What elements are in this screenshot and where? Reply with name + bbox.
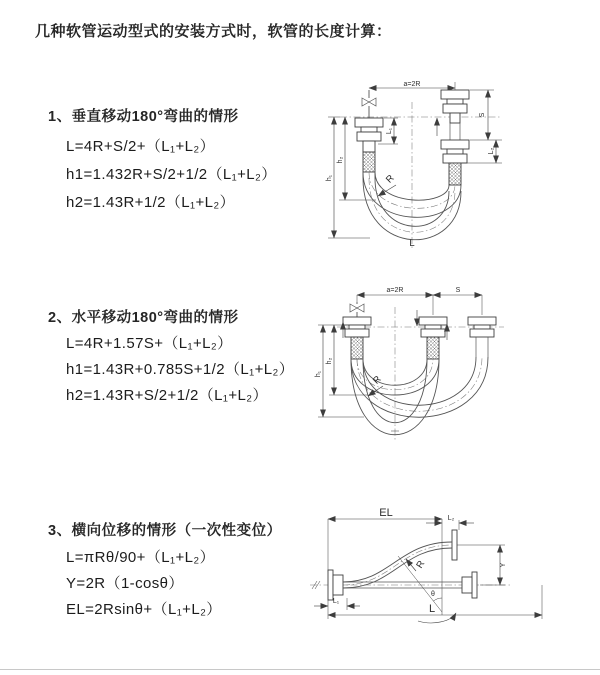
dim-label-h1: h₁ (315, 370, 322, 378)
dim-span-a2r (369, 81, 455, 90)
section-2-formula-h2: h2=1.43R+S/2+1/2（L₁+L₂） (66, 387, 268, 404)
diagram-lateral-displacement-svg (302, 502, 578, 658)
pipe-fitting-right-upper (441, 90, 469, 123)
section-3-heading: 3、横向位移的情形（一次性变位） (48, 523, 282, 539)
pipe-fitting-right-lower (441, 140, 469, 163)
braid-section-right (449, 163, 461, 185)
section-2-formula-h1: h1=1.43R+0.785S+1/2（L₁+L₂） (66, 361, 295, 378)
dim-label-r: R (383, 172, 397, 186)
pipe-right-stem (450, 123, 460, 140)
dim-label-total-length: L (428, 603, 436, 615)
hose-u-bends (351, 357, 488, 435)
braid-section-left (363, 152, 375, 172)
dim-label-span: a=2R (386, 287, 404, 294)
section-1-heading: 1、垂直移动180°弯曲的情形 (48, 109, 239, 125)
section-3-formula-Y: Y=2R（1-cosθ） (66, 575, 184, 592)
dim-label-l2: L₂ (488, 147, 495, 155)
dim-label-h2: h₂ (337, 156, 344, 164)
dim-label-span: a=2R (403, 81, 421, 88)
diagram-horizontal-180-bend-svg (312, 282, 564, 460)
page-title: 几种软管运动型式的安装方式时，软管的长度计算： (35, 23, 392, 40)
hose-displaced-s-curve (343, 542, 452, 588)
dim-total-length (328, 585, 542, 619)
dim-label-l1: L₁ (386, 127, 393, 135)
section-3-formula-L: L=πRθ/90+（L₁+L₂） (66, 549, 215, 566)
flange-left (328, 570, 343, 600)
valve-icon (362, 90, 376, 118)
section-1-formula-h1: h1=1.432R+S/2+1/2（L₁+L₂） (66, 166, 277, 183)
section-2-heading: 2、水平移动180°弯曲的情形 (48, 310, 239, 326)
dim-label-h2: h₂ (326, 357, 333, 365)
dim-label-l2: L₂ (447, 515, 455, 522)
dim-label-s: S (479, 112, 486, 118)
dim-label-total-length: L (409, 238, 415, 249)
diagram-lateral-displacement (302, 502, 578, 658)
diagram-horizontal-180-bend (312, 282, 564, 460)
dim-s-horizontal-travel (433, 287, 482, 295)
section-3-formula-EL: EL=2Rsinθ+（L₁+L₂） (66, 601, 222, 618)
dim-label-r: R (370, 373, 384, 387)
diagram-vertical-180-bend-svg (312, 78, 552, 260)
dim-l2-fitting (488, 140, 496, 163)
dim-span-a2r (357, 287, 482, 315)
braid-section-middle (427, 337, 439, 359)
bend-radius-callout (398, 556, 442, 612)
pipe-fitting-left (355, 118, 383, 152)
braid-section-left (351, 337, 363, 359)
flange-upper-right (452, 530, 457, 560)
dim-label-s: S (455, 287, 461, 294)
angle-theta (418, 591, 456, 623)
dim-label-h1: h₁ (326, 174, 333, 182)
valve-icon (350, 302, 364, 317)
dim-label-l1: L₁ (332, 598, 340, 605)
dim-label-el: EL (379, 507, 393, 519)
section-1-formula-L: L=4R+S/2+（L₁+L₂） (66, 138, 216, 155)
section-2-formula-L: L=4R+1.57S+（L₁+L₂） (66, 335, 233, 352)
diagram-vertical-180-bend (312, 78, 552, 260)
dim-label-theta: θ (431, 591, 435, 598)
pipe-fitting-right-displaced (468, 317, 496, 357)
flange-right-original (462, 572, 477, 598)
dim-l1-fitting (314, 598, 360, 610)
dim-l2-fitting (426, 515, 474, 530)
rotation-arrow (418, 613, 456, 623)
scan-bottom-edge (0, 669, 600, 670)
section-1-formula-h2: h2=1.43R+1/2（L₁+L₂） (66, 194, 236, 211)
dim-label-r: R (414, 558, 428, 571)
dim-label-y: Y (500, 562, 507, 568)
dim-el (328, 507, 442, 615)
